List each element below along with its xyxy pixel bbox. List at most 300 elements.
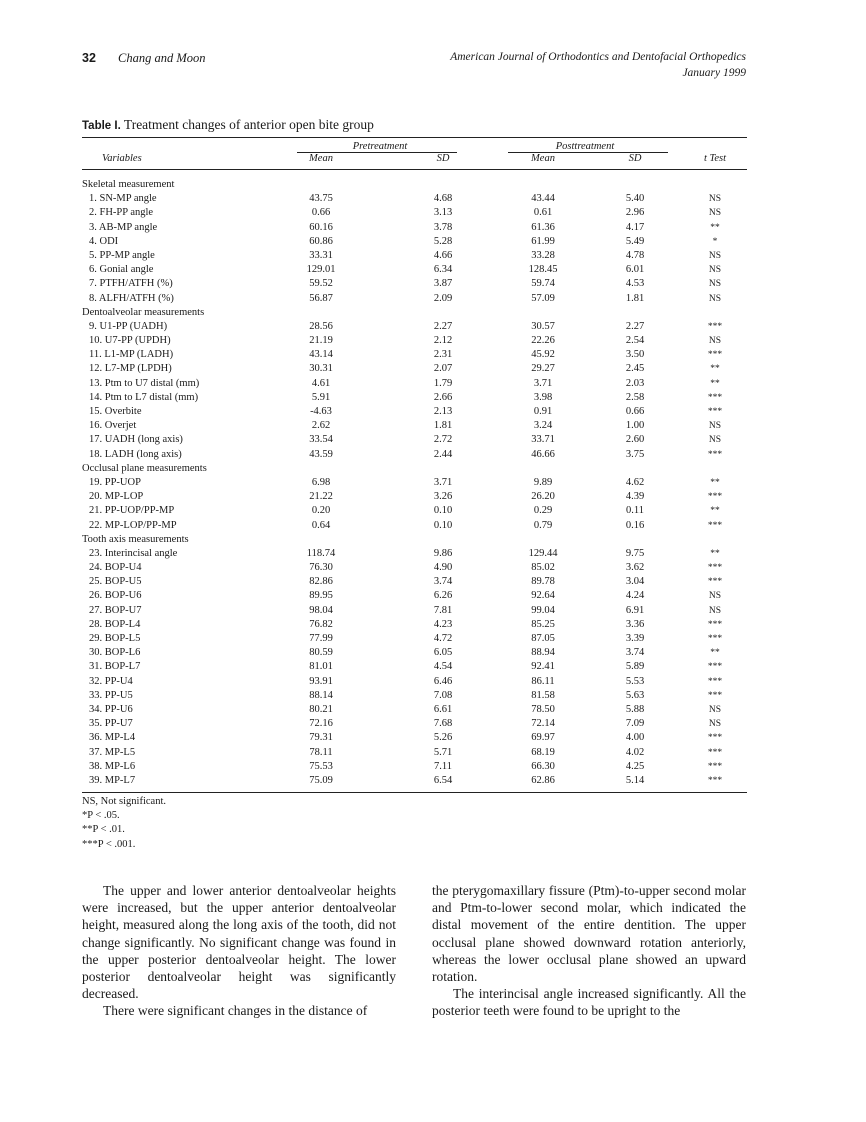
t-test-result: ***	[707, 392, 723, 403]
variable-name: 28. BOP-L4	[89, 618, 141, 630]
section-header-row	[82, 462, 747, 476]
mean-pretreatment: 6.98	[311, 476, 331, 488]
sd-posttreatment: 4.02	[625, 746, 645, 758]
variable-name: 19. PP-UOP	[89, 476, 141, 488]
variable-name: 37. MP-L5	[89, 746, 136, 758]
sd-pretreatment: 1.79	[433, 377, 453, 389]
mean-posttreatment: 9.89	[533, 476, 553, 488]
mean-posttreatment: 22.26	[531, 335, 555, 347]
mean-pretreatment: 5.91	[311, 391, 331, 403]
mean-posttreatment: 61.99	[531, 235, 555, 247]
mean-pretreatment: 76.82	[309, 618, 333, 630]
variable-name: 36. MP-L4	[89, 732, 136, 744]
table-row	[82, 675, 747, 689]
table-row	[82, 405, 747, 419]
table-row	[82, 348, 747, 362]
table-row	[82, 561, 747, 575]
mean-pretreatment: 118.74	[306, 547, 336, 559]
column-header-sd-post: SD	[628, 153, 642, 164]
table-row	[82, 377, 747, 391]
sd-pretreatment: 6.26	[433, 590, 453, 602]
t-test-result: ***	[707, 761, 723, 772]
table-row	[82, 277, 747, 291]
sd-posttreatment: 4.62	[625, 476, 645, 488]
sd-posttreatment: 3.75	[625, 448, 645, 460]
sd-pretreatment: 0.10	[433, 519, 453, 531]
t-test-result: NS	[708, 194, 722, 205]
sd-posttreatment: 4.78	[625, 249, 645, 261]
t-test-result: ***	[707, 662, 723, 673]
sd-posttreatment: 0.11	[626, 505, 644, 517]
column-header-mean-post: Mean	[531, 153, 555, 164]
sd-pretreatment: 4.90	[433, 562, 453, 574]
table-row	[82, 419, 747, 433]
sd-posttreatment: 2.54	[625, 335, 645, 347]
variable-name: 6. Gonial angle	[89, 264, 154, 276]
table-row	[82, 504, 747, 518]
mean-posttreatment: 92.64	[531, 590, 555, 602]
sd-posttreatment: 5.40	[625, 193, 645, 205]
mean-pretreatment: 129.01	[306, 264, 336, 276]
sd-pretreatment: 7.68	[433, 718, 453, 730]
mean-pretreatment: 80.21	[309, 703, 333, 715]
mean-pretreatment: 30.31	[309, 363, 333, 375]
table-row	[82, 575, 747, 589]
sd-pretreatment: 2.72	[433, 434, 453, 446]
table-row	[82, 391, 747, 405]
mean-posttreatment: 0.61	[533, 207, 553, 219]
variable-name: 31. BOP-L7	[89, 661, 141, 673]
sd-pretreatment: 3.71	[433, 476, 453, 488]
sd-pretreatment: 5.71	[433, 746, 453, 758]
body-column-left	[82, 882, 396, 1020]
sd-pretreatment: 6.46	[433, 675, 453, 687]
mean-posttreatment: 33.71	[531, 434, 555, 446]
mean-pretreatment: 60.16	[309, 221, 333, 233]
mean-pretreatment: 89.95	[309, 590, 333, 602]
variable-name: 30. BOP-L6	[89, 647, 141, 659]
variable-name: 3. AB-MP angle	[89, 221, 158, 233]
table-row	[82, 320, 747, 334]
mean-posttreatment: 61.36	[531, 221, 555, 233]
sd-posttreatment: 6.91	[625, 604, 645, 616]
mean-pretreatment: 56.87	[309, 292, 333, 304]
variable-name: 16. Overjet	[89, 420, 137, 432]
sd-pretreatment: 2.12	[433, 335, 453, 347]
sd-pretreatment: 5.28	[433, 235, 453, 247]
variable-name: 2. FH-PP angle	[89, 207, 154, 219]
mean-posttreatment: 30.57	[531, 320, 555, 332]
mean-posttreatment: 43.44	[531, 193, 555, 205]
mean-posttreatment: 86.11	[531, 675, 555, 687]
mean-posttreatment: 46.66	[531, 448, 555, 460]
sd-posttreatment: 5.88	[625, 703, 645, 715]
t-test-result: NS	[708, 293, 722, 304]
sd-posttreatment: 4.25	[625, 760, 645, 772]
sd-posttreatment: 3.36	[625, 618, 645, 630]
sd-posttreatment: 4.53	[625, 278, 645, 290]
sd-posttreatment: 3.04	[625, 576, 645, 588]
paragraph: There were significant changes in the distance of	[103, 1003, 368, 1019]
sd-posttreatment: 5.14	[625, 774, 645, 786]
table-caption	[82, 117, 374, 133]
variable-name: 35. PP-U7	[89, 718, 133, 730]
table-row	[82, 774, 747, 788]
variable-name: 32. PP-U4	[89, 675, 133, 687]
t-test-result: ***	[707, 563, 723, 574]
t-test-result: ***	[707, 690, 723, 701]
mean-posttreatment: 0.79	[533, 519, 553, 531]
mean-pretreatment: 60.86	[309, 235, 333, 247]
sd-pretreatment: 6.61	[433, 703, 453, 715]
sd-pretreatment: 3.13	[433, 207, 453, 219]
mean-pretreatment: 0.64	[311, 519, 331, 531]
section-header-row	[82, 306, 747, 320]
mean-posttreatment: 68.19	[531, 746, 555, 758]
sd-pretreatment: 2.13	[433, 406, 453, 417]
paragraph: the pterygomaxillary fissure (Ptm)-to-upper second molar and Ptm-to-lower second molar, which indicated the distal movement of the entire dentition. The upper occlusal plane showed downward rotation anteriorly, whereas the lower occlusal plane showed an upward rotation.	[432, 883, 746, 985]
mean-posttreatment: 81.58	[531, 689, 555, 701]
sd-pretreatment: 4.54	[433, 661, 453, 673]
section-label: Dentoalveolar measurements	[82, 306, 205, 318]
footnote: **P < .01.	[82, 824, 125, 836]
sd-posttreatment: 0.66	[625, 406, 645, 417]
table-row	[82, 717, 747, 731]
mean-pretreatment: 81.01	[309, 661, 333, 673]
table-row	[82, 292, 747, 306]
t-test-result: ***	[707, 407, 723, 417]
sd-posttreatment: 9.75	[625, 547, 645, 559]
t-test-result: NS	[708, 421, 722, 432]
mean-posttreatment: 129.44	[528, 547, 558, 559]
sd-pretreatment: 2.44	[433, 448, 453, 460]
sd-posttreatment: 4.17	[625, 221, 645, 233]
t-test-result: NS	[708, 265, 722, 276]
mean-posttreatment: 69.97	[531, 732, 555, 744]
table-row	[82, 362, 747, 376]
mean-posttreatment: 72.14	[531, 718, 555, 730]
sd-posttreatment: 5.49	[625, 235, 645, 247]
t-test-result: ***	[707, 676, 723, 687]
table-top-rule	[82, 137, 747, 138]
mean-pretreatment: 76.30	[309, 562, 333, 574]
mean-posttreatment: 85.02	[531, 562, 555, 574]
table-row	[82, 660, 747, 674]
table-row	[82, 249, 747, 263]
mean-posttreatment: 89.78	[531, 576, 555, 588]
mean-pretreatment: 0.20	[311, 505, 331, 517]
mean-posttreatment: 0.29	[533, 505, 553, 517]
variable-name: 10. U7-PP (UPDH)	[89, 335, 171, 347]
t-test-result: NS	[708, 704, 722, 715]
variable-name: 8. ALFH/ATFH (%)	[89, 292, 174, 304]
mean-pretreatment: 43.75	[309, 193, 333, 205]
table-row	[82, 632, 747, 646]
variable-name: 15. Overbite	[89, 406, 142, 417]
variable-name: 5. PP-MP angle	[89, 249, 155, 261]
table-row	[82, 206, 747, 220]
sd-pretreatment: 2.27	[433, 320, 453, 332]
table-label: Table I.	[82, 120, 121, 132]
page-number: 32	[82, 51, 96, 65]
mean-pretreatment: 98.04	[309, 604, 333, 616]
mean-pretreatment: 82.86	[309, 576, 333, 588]
variable-name: 33. PP-U5	[89, 689, 133, 701]
section-header-row	[82, 533, 747, 547]
paragraph: The upper and lower anterior dentoalveolar heights were increased, but the upper anterior dentoalveolar height, measured along the long axis of the tooth, did not change significantly. No significant change was found in the upper posterior dentoalveolar height. The lower posterior dentoalveolar height was significantly decreased.	[82, 883, 396, 1002]
variable-name: 26. BOP-U6	[89, 590, 142, 602]
t-test-result: NS	[708, 605, 722, 616]
variable-name: 27. BOP-U7	[89, 604, 142, 616]
variable-name: 14. Ptm to L7 distal (mm)	[89, 391, 199, 403]
table-row	[82, 589, 747, 603]
mean-pretreatment: 75.09	[309, 774, 333, 786]
variable-name: 4. ODI	[89, 235, 119, 247]
mean-pretreatment: 21.22	[309, 491, 333, 503]
sd-posttreatment: 3.74	[625, 647, 645, 659]
mean-posttreatment: 62.86	[531, 774, 555, 786]
variable-name: 18. LADH (long axis)	[89, 448, 182, 460]
issue-date: January 1999	[682, 67, 746, 79]
sd-posttreatment: 2.96	[625, 207, 645, 219]
variable-name: 9. U1-PP (UADH)	[89, 320, 168, 332]
t-test-result: **	[710, 548, 720, 559]
t-test-result: ***	[707, 733, 723, 744]
sd-posttreatment: 4.39	[625, 491, 645, 503]
sd-pretreatment: 6.05	[433, 647, 453, 659]
sd-pretreatment: 6.54	[433, 774, 453, 786]
table-row	[82, 618, 747, 632]
table-row	[82, 746, 747, 760]
mean-pretreatment: 75.53	[309, 760, 333, 772]
mean-pretreatment: 33.54	[309, 434, 333, 446]
table-row	[82, 760, 747, 774]
column-header-variables: Variables	[102, 153, 142, 164]
table-body	[82, 178, 747, 788]
section-label: Occlusal plane measurements	[82, 462, 207, 474]
sd-posttreatment: 2.45	[625, 363, 645, 375]
group-header-pretreatment: Pretreatment	[352, 141, 408, 152]
section-label: Skeletal measurement	[82, 179, 175, 190]
section-label: Tooth axis measurements	[82, 533, 189, 545]
sd-posttreatment: 0.16	[625, 519, 645, 531]
sd-pretreatment: 3.26	[433, 491, 453, 503]
sd-posttreatment: 3.50	[625, 349, 645, 361]
sd-pretreatment: 4.66	[433, 249, 453, 261]
sd-posttreatment: 2.58	[625, 391, 645, 403]
mean-pretreatment: -4.63	[310, 406, 332, 417]
running-authors: Chang and Moon	[118, 51, 206, 65]
sd-pretreatment: 9.86	[433, 547, 453, 559]
mean-posttreatment: 3.24	[533, 420, 553, 432]
variable-name: 7. PTFH/ATFH (%)	[89, 278, 173, 290]
sd-posttreatment: 5.53	[625, 675, 645, 687]
mean-pretreatment: 72.16	[309, 718, 333, 730]
variable-name: 38. MP-L6	[89, 760, 136, 772]
table-row	[82, 476, 747, 490]
mean-posttreatment: 92.41	[531, 661, 555, 673]
t-test-result: *	[712, 236, 718, 247]
table-row	[82, 547, 747, 561]
t-test-result: ***	[707, 520, 723, 531]
journal-name: American Journal of Orthodontics and Dentofacial Orthopedics	[450, 51, 746, 63]
mean-pretreatment: 88.14	[309, 689, 333, 701]
mean-posttreatment: 3.71	[533, 377, 553, 389]
sd-posttreatment: 3.62	[625, 562, 645, 574]
mean-posttreatment: 33.28	[531, 249, 555, 261]
column-header-mean-pre: Mean	[309, 153, 333, 164]
table-row	[82, 604, 747, 618]
t-test-result: NS	[708, 719, 722, 730]
variable-name: 11. L1-MP (LADH)	[89, 349, 174, 361]
sd-pretreatment: 0.10	[433, 505, 453, 517]
group-header-posttreatment: Posttreatment	[555, 141, 615, 152]
t-test-result: **	[710, 506, 720, 517]
t-test-result: **	[710, 364, 720, 375]
mean-pretreatment: 93.91	[309, 675, 333, 687]
variable-name: 17. UADH (long axis)	[89, 434, 183, 446]
sd-posttreatment: 5.63	[625, 689, 645, 701]
table-row	[82, 731, 747, 745]
sd-pretreatment: 7.11	[434, 760, 452, 772]
t-test-result: NS	[708, 336, 722, 347]
mean-pretreatment: 59.52	[309, 278, 333, 290]
mean-posttreatment: 78.50	[531, 703, 555, 715]
t-test-result: NS	[708, 208, 722, 219]
t-test-result: ***	[707, 350, 723, 361]
t-test-result: ***	[707, 634, 723, 644]
table-row	[82, 519, 747, 533]
sd-pretreatment: 7.81	[433, 604, 453, 616]
mean-posttreatment: 85.25	[531, 618, 555, 630]
mean-posttreatment: 45.92	[531, 349, 555, 361]
column-header-sd-pre: SD	[436, 153, 450, 164]
table-row	[82, 703, 747, 717]
sd-pretreatment: 6.34	[433, 264, 453, 276]
table-row	[82, 334, 747, 348]
variable-name: 34. PP-U6	[89, 703, 133, 715]
t-test-result: ***	[707, 321, 723, 332]
table-footnotes	[82, 795, 166, 852]
table-row	[82, 221, 747, 235]
table-row	[82, 433, 747, 447]
mean-pretreatment: 80.59	[309, 647, 333, 659]
t-test-result: NS	[708, 591, 722, 602]
mean-pretreatment: 2.62	[311, 420, 331, 432]
variable-name: 1. SN-MP angle	[89, 193, 157, 205]
sd-posttreatment: 4.24	[625, 590, 645, 602]
sd-posttreatment: 4.00	[625, 732, 645, 744]
sd-pretreatment: 3.74	[433, 576, 453, 588]
mean-posttreatment: 59.74	[531, 278, 555, 290]
sd-pretreatment: 4.72	[433, 633, 453, 644]
table-row	[82, 192, 747, 206]
t-test-result: NS	[708, 250, 722, 261]
mean-pretreatment: 4.61	[311, 377, 331, 389]
sd-posttreatment: 3.39	[625, 633, 645, 644]
mean-posttreatment: 87.05	[531, 633, 555, 644]
mean-posttreatment: 99.04	[531, 604, 555, 616]
t-test-result: NS	[708, 279, 722, 290]
t-test-result: ***	[707, 492, 723, 503]
column-header-t-test: t Test	[703, 153, 727, 164]
table-bottom-rule	[82, 792, 747, 793]
sd-posttreatment: 1.00	[625, 420, 645, 432]
mean-pretreatment: 77.99	[309, 633, 333, 644]
variable-name: 24. BOP-U4	[89, 562, 142, 574]
table-header-rule	[82, 169, 747, 170]
mean-posttreatment: 128.45	[528, 264, 558, 276]
sd-posttreatment: 2.27	[625, 320, 645, 332]
variable-name: 25. BOP-U5	[89, 576, 142, 588]
t-test-result: ***	[707, 449, 723, 460]
sd-pretreatment: 3.87	[433, 278, 453, 290]
variable-name: 29. BOP-L5	[89, 633, 141, 644]
body-column-right	[432, 882, 746, 1020]
t-test-result: **	[710, 378, 720, 389]
table-row	[82, 490, 747, 504]
mean-posttreatment: 29.27	[531, 363, 555, 375]
t-test-result: **	[710, 222, 720, 233]
mean-pretreatment: 33.31	[309, 249, 333, 261]
mean-pretreatment: 79.31	[309, 732, 333, 744]
sd-posttreatment: 2.03	[625, 377, 645, 389]
variable-name: 20. MP-LOP	[89, 491, 144, 503]
table-row	[82, 646, 747, 660]
t-test-result: ***	[707, 775, 723, 786]
t-test-result: ***	[707, 619, 723, 630]
variable-name: 21. PP-UOP/PP-MP	[89, 505, 175, 517]
table-row	[82, 235, 747, 249]
variable-name: 23. Interincisal angle	[89, 547, 178, 559]
section-header-row	[82, 178, 747, 192]
sd-pretreatment: 5.26	[433, 732, 453, 744]
sd-pretreatment: 4.68	[433, 193, 453, 205]
table-row	[82, 689, 747, 703]
table-row	[82, 448, 747, 462]
t-test-result: **	[710, 648, 720, 659]
mean-pretreatment: 78.11	[309, 746, 333, 758]
mean-posttreatment: 3.98	[533, 391, 553, 403]
mean-pretreatment: 21.19	[309, 335, 333, 347]
mean-pretreatment: 43.14	[309, 349, 333, 361]
mean-posttreatment: 26.20	[531, 491, 555, 503]
t-test-result: NS	[708, 435, 722, 446]
sd-pretreatment: 2.07	[433, 363, 453, 375]
mean-posttreatment: 66.30	[531, 760, 555, 772]
variable-name: 13. Ptm to U7 distal (mm)	[89, 377, 200, 389]
variable-name: 12. L7-MP (LPDH)	[89, 363, 172, 375]
table-title: Treatment changes of anterior open bite group	[123, 117, 374, 132]
variable-name: 22. MP-LOP/PP-MP	[89, 519, 177, 531]
mean-pretreatment: 43.59	[309, 448, 333, 460]
sd-posttreatment: 6.01	[625, 264, 645, 276]
sd-pretreatment: 4.23	[433, 618, 453, 630]
mean-pretreatment: 28.56	[309, 320, 333, 332]
footnote: ***P < .001.	[82, 838, 136, 850]
table-row	[82, 263, 747, 277]
mean-posttreatment: 88.94	[531, 647, 555, 659]
mean-posttreatment: 0.91	[533, 406, 553, 417]
sd-posttreatment: 5.89	[625, 661, 645, 673]
sd-posttreatment: 2.60	[625, 434, 645, 446]
running-header	[82, 49, 746, 83]
paragraph: The interincisal angle increased significantly. All the posterior teeth were found to be upright to the	[432, 986, 746, 1019]
sd-pretreatment: 2.31	[433, 349, 453, 361]
variable-name: 39. MP-L7	[89, 774, 136, 786]
footnote: *P < .05.	[82, 810, 120, 822]
sd-pretreatment: 7.08	[433, 689, 453, 701]
